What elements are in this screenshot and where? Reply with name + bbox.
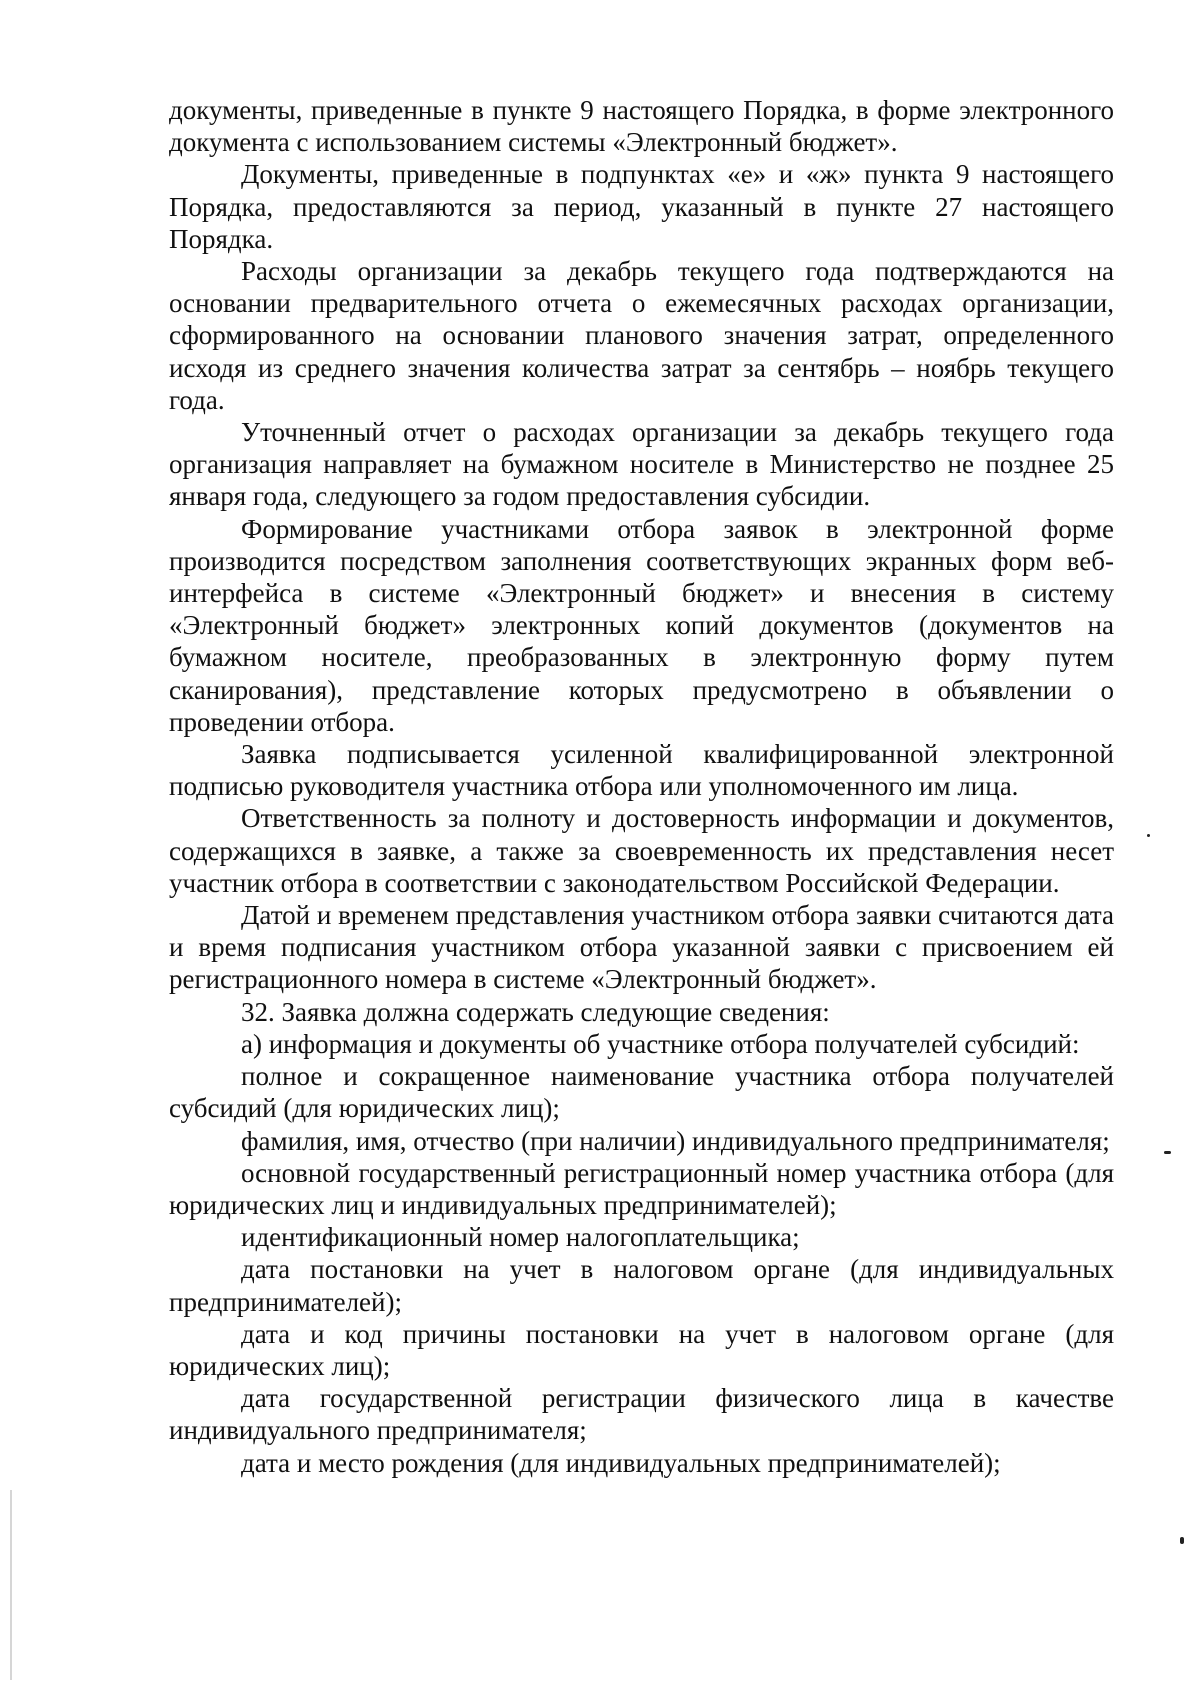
list-item: основной государственный регистрационный номер участника отбора (для юридических лиц и индивидуальных предпринимателей);: [169, 1157, 1114, 1220]
paragraph: Формирование участниками отбора заявок в электронной форме производится посредством заполнения соответствующих экранных форм веб-интерфейса в системе «Электронный бюджет» и внесения в систему «Электронный бюджет» электронных копий документов (документов на бумажном носителе, преобразованных в электронную форму путем сканирования), представление которых предусмотрено в объявлении о проведении отбора.: [169, 513, 1114, 737]
list-item: полное и сокращенное наименование участника отбора получателей субсидий (для юридических лиц);: [169, 1061, 1114, 1124]
document-body: [169, 94, 1114, 1479]
list-subheading: а) информация и документы об участнике отбора получателей субсидий:: [241, 1028, 1080, 1059]
paragraph: Уточненный отчет о расходах организации за декабрь текущего года организация направляет на бумажном носителе в Министерство не позднее 25 января года, следующего за годом предоставления субсидии.: [169, 417, 1114, 512]
list-heading: 32. Заявка должна содержать следующие сведения:: [241, 996, 830, 1027]
paragraph: Документы, приведенные в подпунктах «е» и «ж» пункта 9 настоящего Порядка, предоставляются за период, указанный в пункте 27 настоящего Порядка.: [169, 159, 1114, 254]
paragraph: Датой и временем представления участником отбора заявки считаются дата и время подписания участником отбора указанной заявки с присвоением ей регистрационного номера в системе «Электронный бюджет».: [169, 900, 1114, 995]
list-item: дата государственной регистрации физического лица в качестве индивидуального предпринимателя;: [169, 1383, 1114, 1446]
list-item: дата постановки на учет в налоговом органе (для индивидуальных предпринимателей);: [169, 1254, 1114, 1317]
list-item: идентификационный номер налогоплательщика;: [241, 1222, 800, 1253]
paragraph: Заявка подписывается усиленной квалифицированной электронной подписью руководителя участника отбора или уполномоченного им лица.: [169, 739, 1114, 802]
scan-speck: [1147, 834, 1150, 837]
scan-edge-line: [10, 1490, 12, 1680]
list-item: дата и код причины постановки на учет в налоговом органе (для юридических лиц);: [169, 1318, 1114, 1381]
paragraph: документы, приведенные в пункте 9 настоящего Порядка, в форме электронного документа с использованием системы «Электронный бюджет».: [169, 95, 1114, 158]
scan-speck: [1164, 1151, 1171, 1154]
paragraph: Ответственность за полноту и достоверность информации и документов, содержащихся в заявке, а также за своевременность их представления несет участник отбора в соответствии с законодательством Российской Федерации.: [169, 803, 1114, 898]
scan-speck: [1180, 1537, 1184, 1544]
list-item: фамилия, имя, отчество (при наличии) индивидуального предпринимателя;: [241, 1125, 1110, 1156]
paragraph: Расходы организации за декабрь текущего года подтверждаются на основании предварительного отчета о ежемесячных расходах организации, сформированного на основании планового значения затрат, определенного исходя из среднего значения количества затрат за сентябрь – ноябрь текущего года.: [169, 256, 1114, 415]
list-item: дата и место рождения (для индивидуальных предпринимателей);: [241, 1447, 1001, 1478]
